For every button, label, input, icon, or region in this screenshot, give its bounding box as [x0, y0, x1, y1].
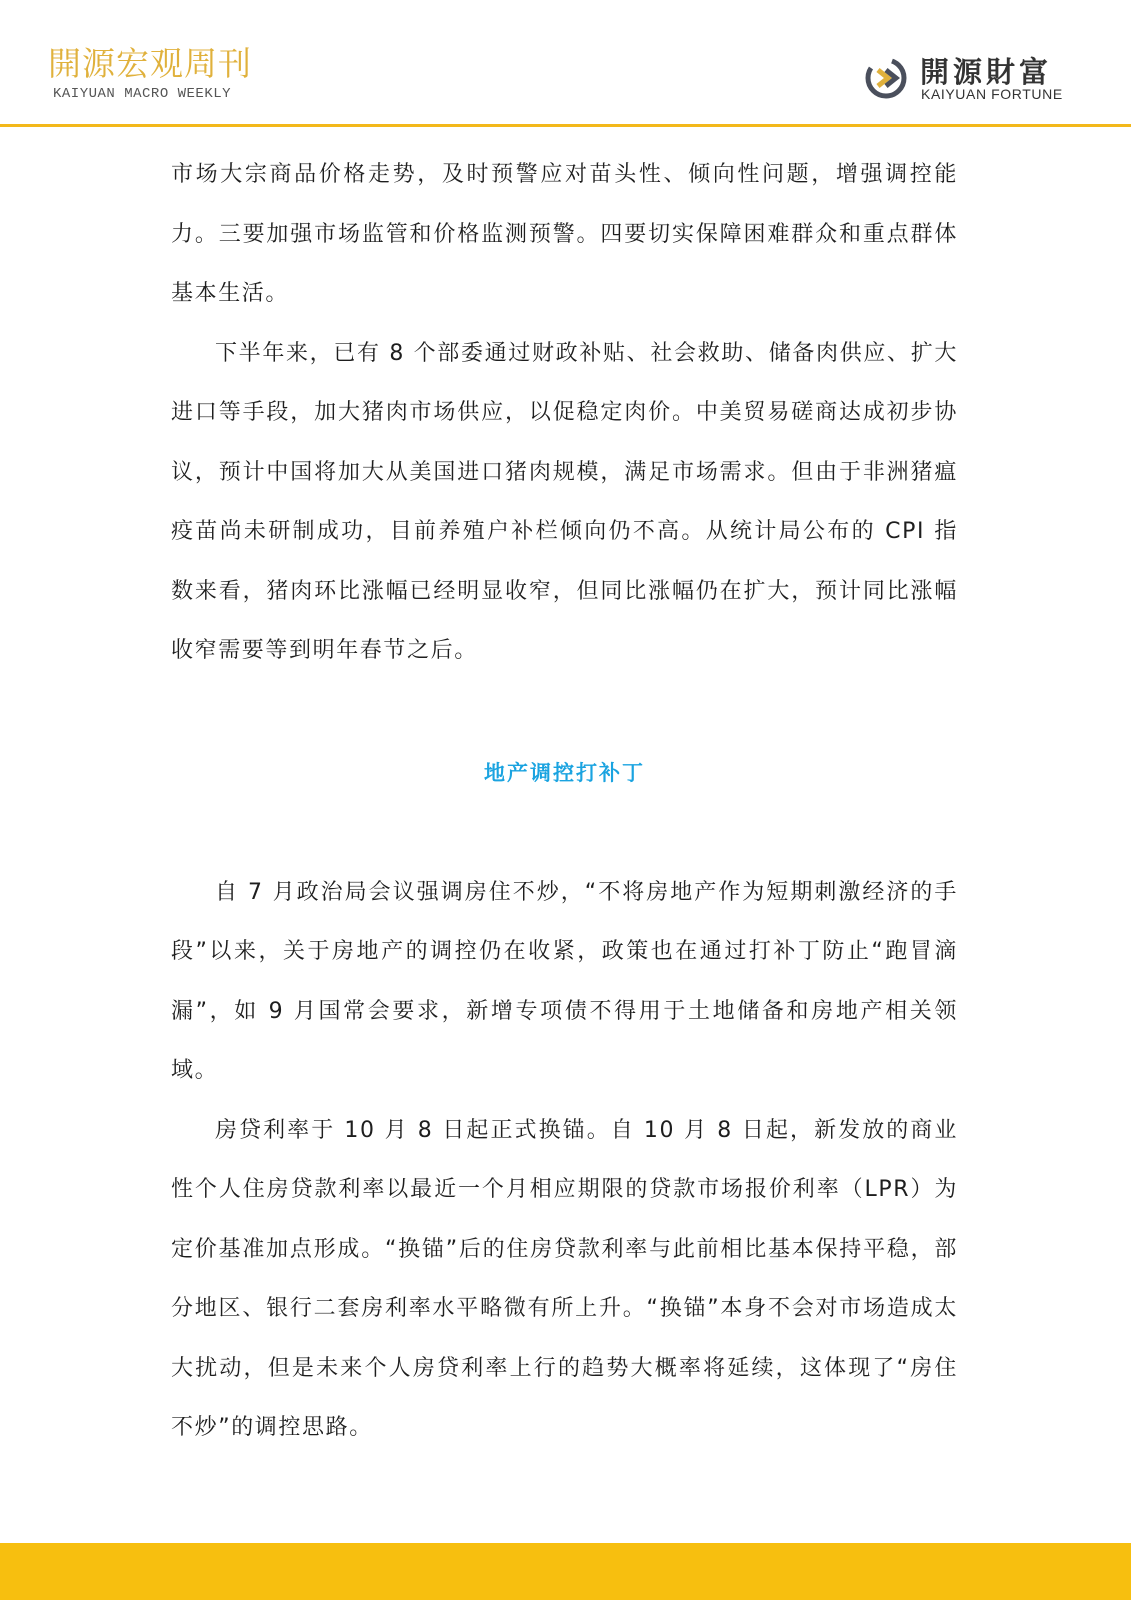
section-heading: 地产调控打补丁 — [484, 760, 645, 785]
paragraph-pork-supply: 下半年来，已有 8 个部委通过财政补贴、社会救助、储备肉供应、扩大进口等手段，加大猪肉市场供应，以促稳定肉价。中美贸易磋商达成初步协议，预计中国将加大从美国进口猪肉规模，满足市场需求。但由于非洲猪瘟疫苗尚未研制成功，目前养殖户补栏倾向仍不高。从统计局公布的 CPI 指数来看，猪肉环比涨幅已经明显收窄，但同比涨幅仍在扩大，预计同比涨幅收窄需要等到明年春节之后。 — [171, 340, 958, 663]
logo-name-cn: 開源財富 — [920, 55, 1053, 89]
publication-title: 開源宏观周刊 — [48, 44, 252, 83]
kaiyuan-logo-icon — [862, 54, 910, 102]
logo-name-en: KAIYUAN FORTUNE — [921, 86, 1063, 102]
paragraph-real-estate-policy: 自 7 月政治局会议强调房住不炒，“不将房地产作为短期刺激经济的手段”以来，关于房地产的调控仍在收紧，政策也在通过打补丁防止“跑冒滴漏”，如 9 月国常会要求，新增专项债不得用于土地储备和房地产相关领域。 — [171, 879, 958, 1083]
header-divider — [0, 124, 1131, 127]
paragraph-mortgage-rate: 房贷利率于 10 月 8 日起正式换锚。自 10 月 8 日起，新发放的商业性个人住房贷款利率以最近一个月相应期限的贷款市场报价利率（LPR）为定价基准加点形成。“换锚”后的住房贷款利率与此前相比基本保持平稳，部分地区、银行二套房利率水平略微有所上升。“换锚”本身不会对市场造成太大扰动，但是未来个人房贷利率上行的趋势大概率将延续，这体现了“房住不炒”的调控思路。 — [171, 1117, 958, 1440]
footer-bar — [0, 1543, 1131, 1600]
page-header — [0, 0, 1131, 124]
publication-subtitle: KAIYUAN MACRO WEEKLY — [53, 86, 232, 102]
article-body — [171, 145, 958, 1458]
company-logo — [862, 50, 1092, 104]
paragraph-continued: 市场大宗商品价格走势，及时预警应对苗头性、倾向性问题，增强调控能力。三要加强市场监管和价格监测预警。四要切实保障困难群众和重点群体基本生活。 — [171, 162, 958, 306]
